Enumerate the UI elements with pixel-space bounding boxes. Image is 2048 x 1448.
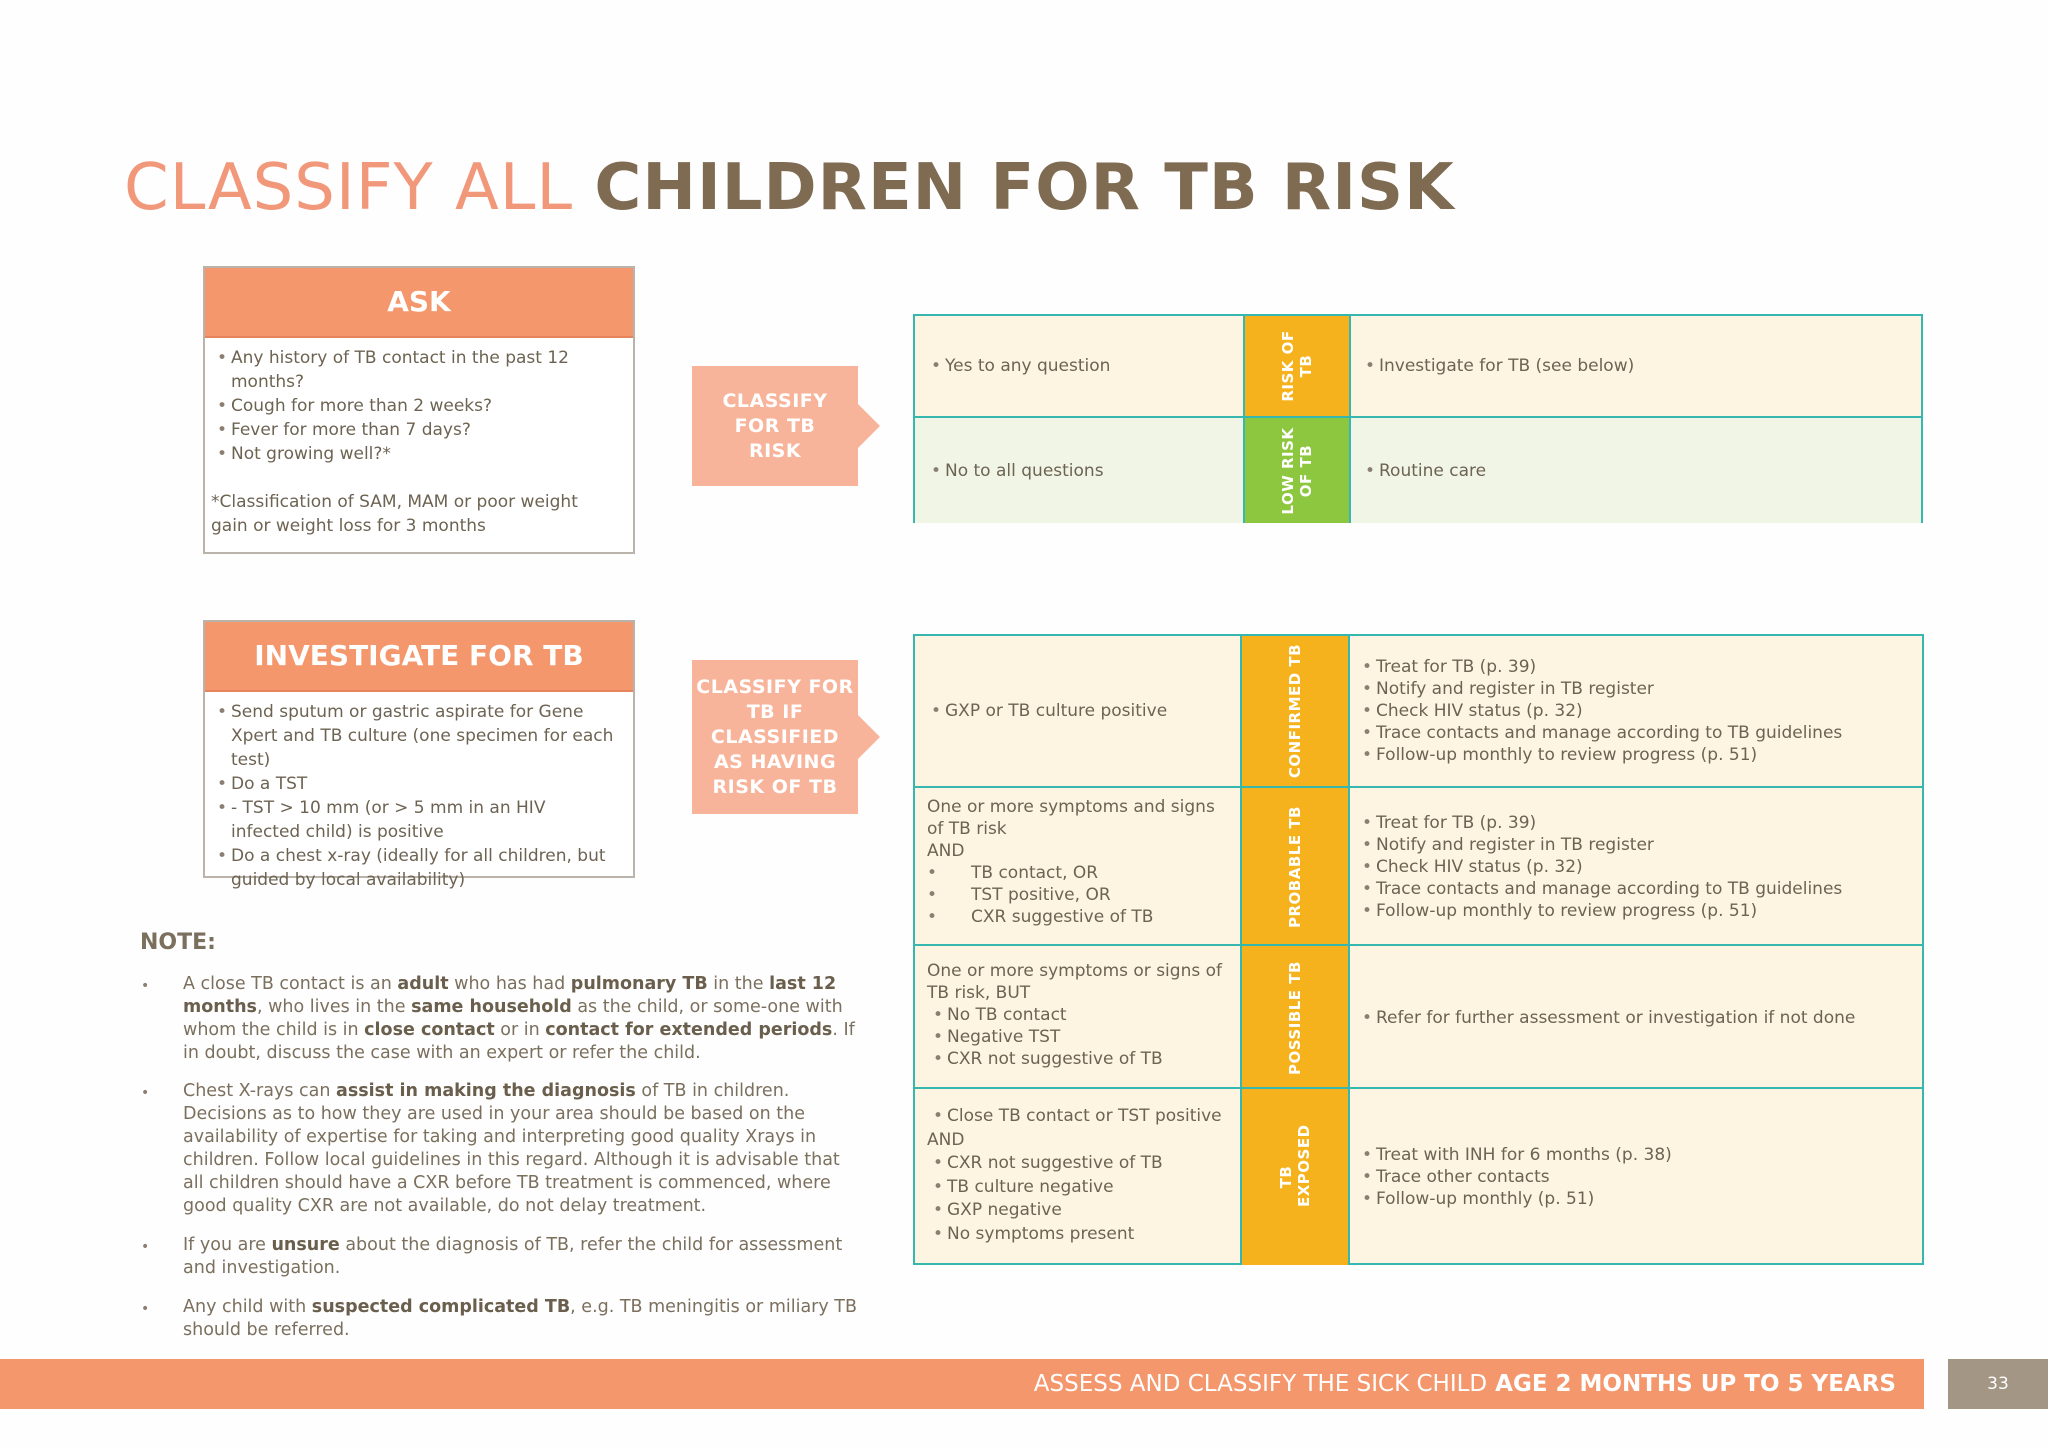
classification-band-low-risk [1245, 418, 1349, 523]
sign-item: • TST positive, OR [927, 884, 1232, 906]
classification-band-possible [1242, 946, 1348, 1089]
table-row [915, 1087, 1922, 1265]
action-cell [1350, 946, 1922, 1089]
sign-cell [915, 788, 1240, 946]
classify-arrow-1 [692, 366, 858, 486]
sign-item: • TB culture negative [933, 1176, 1232, 1200]
table-row [915, 786, 1922, 946]
page-number: 33 [1948, 1359, 2048, 1409]
action-item: • Follow-up monthly (p. 51) [1362, 1188, 1672, 1210]
classification-band-risk [1245, 316, 1349, 416]
note-item-1: A close TB contact is an adult who has had pulmonary TB in the last 12 months, who lives in the same household as the child, or some-one with whom the child is in close contact or in contact for extended periods. If in doubt, discuss the case with an expert or refer the child. [183, 974, 855, 1063]
sign-and: AND [927, 1129, 965, 1150]
footer-bar [0, 1359, 1924, 1409]
investigate-subitem: • - TST > 10 mm (or > 5 mm in an HIV infected child) is positive [217, 796, 623, 844]
action-item: • Treat for TB (p. 39) [1362, 656, 1842, 678]
sign-cell [915, 418, 1243, 523]
ask-box [203, 266, 635, 554]
tb-classification-table [913, 634, 1924, 1265]
sign-text: • Yes to any question [931, 355, 1110, 377]
note-bullet-icon: • [141, 1085, 150, 1101]
action-cell [1351, 316, 1921, 416]
classification-label: LOW RISK OF TB [1279, 426, 1315, 515]
classification-label: PROBABLE TB [1286, 806, 1304, 928]
investigate-item: • Do a TST [217, 772, 623, 796]
action-item: • Trace contacts and manage according to TB guidelines [1362, 722, 1842, 744]
ask-footnote: *Classification of SAM, MAM or poor weight gain or weight loss for 3 months [211, 492, 578, 536]
classification-label: POSSIBLE TB [1286, 960, 1305, 1075]
footer-text: ASSESS AND CLASSIFY THE SICK CHILD [1033, 1371, 1488, 1397]
sign-item: • CXR not suggestive of TB [933, 1048, 1236, 1070]
action-item: • Check HIV status (p. 32) [1362, 856, 1842, 878]
action-text: • Investigate for TB (see below) [1365, 355, 1634, 377]
investigate-heading: INVESTIGATE FOR TB [205, 622, 633, 692]
action-item: • Follow-up monthly to review progress (p. 51) [1362, 900, 1842, 922]
table-row [915, 316, 1921, 416]
sign-intro: One or more symptoms or signs of TB risk, BUT [927, 961, 1222, 1003]
investigate-list [205, 692, 633, 892]
footer-bold-text: AGE 2 MONTHS UP TO 5 YEARS [1495, 1371, 1896, 1397]
action-item: • Follow-up monthly to review progress (p. 51) [1362, 744, 1842, 766]
sign-cell [915, 636, 1240, 786]
sign-intro: One or more symptoms and signs of TB risk [927, 797, 1215, 839]
action-cell [1350, 1089, 1922, 1265]
action-item: • Notify and register in TB register [1362, 678, 1842, 700]
title-part2: CHILDREN FOR TB RISK [594, 151, 1455, 225]
classify-arrow-1-label: CLASSIFY FOR TB RISK [722, 389, 828, 462]
classification-band-exposed [1242, 1089, 1348, 1265]
investigate-item: • Do a chest x-ray (ideally for all children, but guided by local availability) [217, 844, 623, 892]
ask-heading: ASK [205, 268, 633, 338]
action-item: • Check HIV status (p. 32) [1362, 700, 1842, 722]
classification-label: TB EXPOSED [1277, 1124, 1313, 1207]
sign-text: • GXP or TB culture positive [931, 700, 1167, 722]
investigate-box [203, 620, 635, 890]
table-row [915, 416, 1921, 523]
classification-band-confirmed [1242, 636, 1348, 786]
sign-text: • No to all questions [931, 460, 1104, 482]
action-cell [1350, 788, 1922, 946]
action-item: • Trace contacts and manage according to TB guidelines [1362, 878, 1842, 900]
classify-arrow-2 [692, 660, 858, 814]
sign-item: • TB contact, OR [927, 862, 1232, 884]
sign-cell [915, 1089, 1240, 1265]
sign-item: • Negative TST [933, 1026, 1236, 1048]
classification-label: RISK OF TB [1279, 330, 1315, 402]
note-item-2: Chest X-rays can assist in making the diagnosis of TB in children. Decisions as to how they are used in your area should be based on the availability of expertise for taking and interpreting good quality Xrays in children. Follow local guidelines in this regard. Although it is advisable that all children should have a CXR before TB treatment is commenced, where good quality CXR are not available, do not delay treatment. [183, 1081, 840, 1216]
title-part1: CLASSIFY ALL [124, 151, 595, 225]
ask-item: • Cough for more than 2 weeks? [217, 394, 623, 418]
action-cell [1351, 418, 1921, 523]
action-item: • Refer for further assessment or investigation if not done [1362, 1007, 1855, 1029]
action-text: • Routine care [1365, 460, 1486, 482]
note-bullet-icon: • [141, 1301, 150, 1317]
risk-table [913, 314, 1923, 523]
sign-item: • Close TB contact or TST positive [933, 1105, 1232, 1129]
sign-item: • CXR not suggestive of TB [933, 1152, 1232, 1176]
sign-cell [915, 316, 1243, 416]
sign-item: • No symptoms present [933, 1223, 1232, 1247]
note-item-3: If you are unsure about the diagnosis of TB, refer the child for assessment and investigation. [183, 1235, 843, 1278]
action-item: • Notify and register in TB register [1362, 834, 1842, 856]
classify-arrow-2-label: CLASSIFY FOR TB IF CLASSIFIED AS HAVING RISK OF TB [696, 675, 854, 798]
sign-item: • No TB contact [933, 1004, 1236, 1026]
sign-item: • GXP negative [933, 1199, 1232, 1223]
investigate-item: • Send sputum or gastric aspirate for Gene Xpert and TB culture (one specimen for each test) [217, 700, 623, 772]
action-cell [1350, 636, 1922, 786]
sign-and: AND [927, 841, 965, 861]
note-bullet-icon: • [141, 1239, 150, 1255]
table-row [915, 944, 1922, 1089]
classification-label: CONFIRMED TB [1286, 643, 1305, 779]
ask-item: • Any history of TB contact in the past 12 months? [217, 346, 623, 394]
ask-list [205, 338, 633, 466]
action-item: • Treat for TB (p. 39) [1362, 812, 1842, 834]
action-item: • Trace other contacts [1362, 1166, 1672, 1188]
sign-cell [915, 946, 1240, 1089]
ask-item: • Fever for more than 7 days? [217, 418, 623, 442]
classification-band-probable [1242, 788, 1348, 946]
page-title [124, 148, 1455, 228]
action-item: • Treat with INH for 6 months (p. 38) [1362, 1144, 1672, 1166]
note-bullet-icon: • [141, 978, 150, 994]
sign-item: • CXR suggestive of TB [927, 906, 1232, 928]
table-row [915, 636, 1922, 786]
note-item-4: Any child with suspected complicated TB, e.g. TB meningitis or miliary TB should be referred. [183, 1297, 857, 1340]
note-heading: NOTE: [140, 930, 216, 955]
ask-item: • Not growing well?* [217, 442, 623, 466]
